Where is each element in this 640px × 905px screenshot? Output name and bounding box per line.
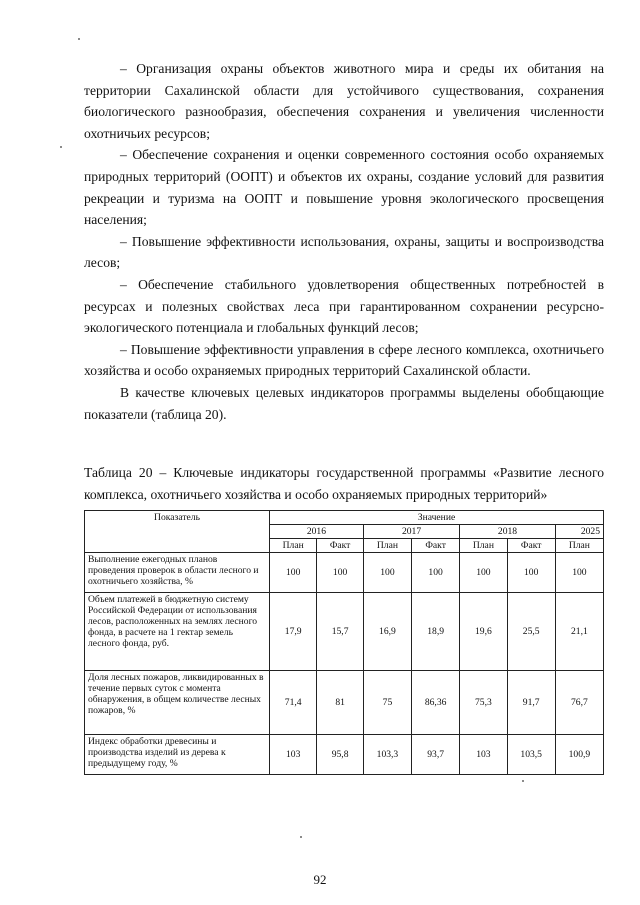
row-name: Выполнение ежегодных планов проведения проверок в области лесного и охотничьего хозяйства, %	[85, 553, 270, 593]
paragraph-management: – Повышение эффективности управления в сфере лесного комплекса, охотничьего хозяйства и особо охраняемых природных территорий Сахалинской области.	[84, 341, 604, 379]
paragraph-forest-resources: – Обеспечение стабильного удовлетворения общественных потребностей в ресурсах и полезных свойствах леса при гарантированном сохранении ресурсно-экологического потенциала и глобальных функций лесов;	[84, 276, 604, 336]
cell-value: 95,8	[317, 735, 363, 775]
cell-value: 15,7	[317, 593, 363, 671]
header-plan: План	[363, 539, 411, 553]
page-number: 92	[313, 872, 327, 887]
paragraph-indicators-intro: В качестве ключевых целевых индикаторов программы выделены обобщающие показатели (таблица 20).	[84, 384, 604, 422]
paragraph-forest-use: – Повышение эффективности использования, охраны, защиты и воспроизводства лесов;	[84, 233, 604, 271]
header-value: Значение	[270, 511, 604, 525]
indicators-table	[84, 510, 604, 775]
header-plan: План	[460, 539, 507, 553]
table-row	[85, 593, 604, 671]
cell-value: 25,5	[507, 593, 555, 671]
cell-value: 75	[363, 671, 411, 735]
header-indicator: Показатель	[85, 511, 270, 553]
header-year-2016: 2016	[270, 525, 364, 539]
cell-value: 100	[507, 553, 555, 593]
cell-value: 18,9	[412, 593, 460, 671]
scan-speck	[60, 146, 62, 148]
body-text	[84, 58, 604, 425]
scan-speck	[78, 38, 80, 40]
header-fact: Факт	[412, 539, 460, 553]
table-row	[85, 553, 604, 593]
table-row	[85, 735, 604, 775]
row-name: Индекс обработки древесины и производства изделий из дерева к предыдущему году, %	[85, 735, 270, 775]
cell-value: 100	[270, 553, 317, 593]
cell-value: 100	[363, 553, 411, 593]
cell-value: 16,9	[363, 593, 411, 671]
header-year-2017: 2017	[363, 525, 459, 539]
cell-value: 100	[555, 553, 603, 593]
cell-value: 103,5	[507, 735, 555, 775]
header-plan: План	[555, 539, 603, 553]
row-name: Объем платежей в бюджетную систему Российской Федерации от использования лесов, расположенных на землях лесного фонда, в расчете на 1 гектар земель лесного фонда, руб.	[85, 593, 270, 671]
header-fact: Факт	[507, 539, 555, 553]
header-year-2018: 2018	[460, 525, 556, 539]
cell-value: 103,3	[363, 735, 411, 775]
cell-value: 100,9	[555, 735, 603, 775]
header-fact: Факт	[317, 539, 363, 553]
cell-value: 76,7	[555, 671, 603, 735]
row-name: Доля лесных пожаров, ликвидированных в течение первых суток с момента обнаружения, в общем количестве лесных пожаров, %	[85, 671, 270, 735]
cell-value: 103	[460, 735, 507, 775]
cell-value: 91,7	[507, 671, 555, 735]
header-year-2025: 2025	[555, 525, 603, 539]
paragraph-protected-areas: – Обеспечение сохранения и оценки современного состояния особо охраняемых природных территорий (ООПТ) и объектов их охраны, создание условий для развития рекреации и туризма на ООПТ и повышение уровня экологического просвещения населения;	[84, 147, 604, 228]
header-plan: План	[270, 539, 317, 553]
cell-value: 19,6	[460, 593, 507, 671]
cell-value: 71,4	[270, 671, 317, 735]
cell-value: 103	[270, 735, 317, 775]
cell-value: 86,36	[412, 671, 460, 735]
scan-speck	[300, 836, 302, 838]
scan-speck	[522, 780, 524, 782]
cell-value: 81	[317, 671, 363, 735]
cell-value: 100	[460, 553, 507, 593]
table-row	[85, 671, 604, 735]
cell-value: 21,1	[555, 593, 603, 671]
paragraph-wildlife: – Организация охраны объектов животного мира и среды их обитания на территории Сахалинской области для устойчивого существования, сохранения биологического разнообразия, обеспечения сохранения и увеличения численности охотничьих ресурсов;	[84, 61, 604, 141]
cell-value: 75,3	[460, 671, 507, 735]
table-caption: Таблица 20 – Ключевые индикаторы государственной программы «Развитие лесного комплекса, охотничьего хозяйства и особо охраняемых природных территорий»	[84, 465, 604, 502]
cell-value: 100	[317, 553, 363, 593]
cell-value: 93,7	[412, 735, 460, 775]
cell-value: 100	[412, 553, 460, 593]
cell-value: 17,9	[270, 593, 317, 671]
